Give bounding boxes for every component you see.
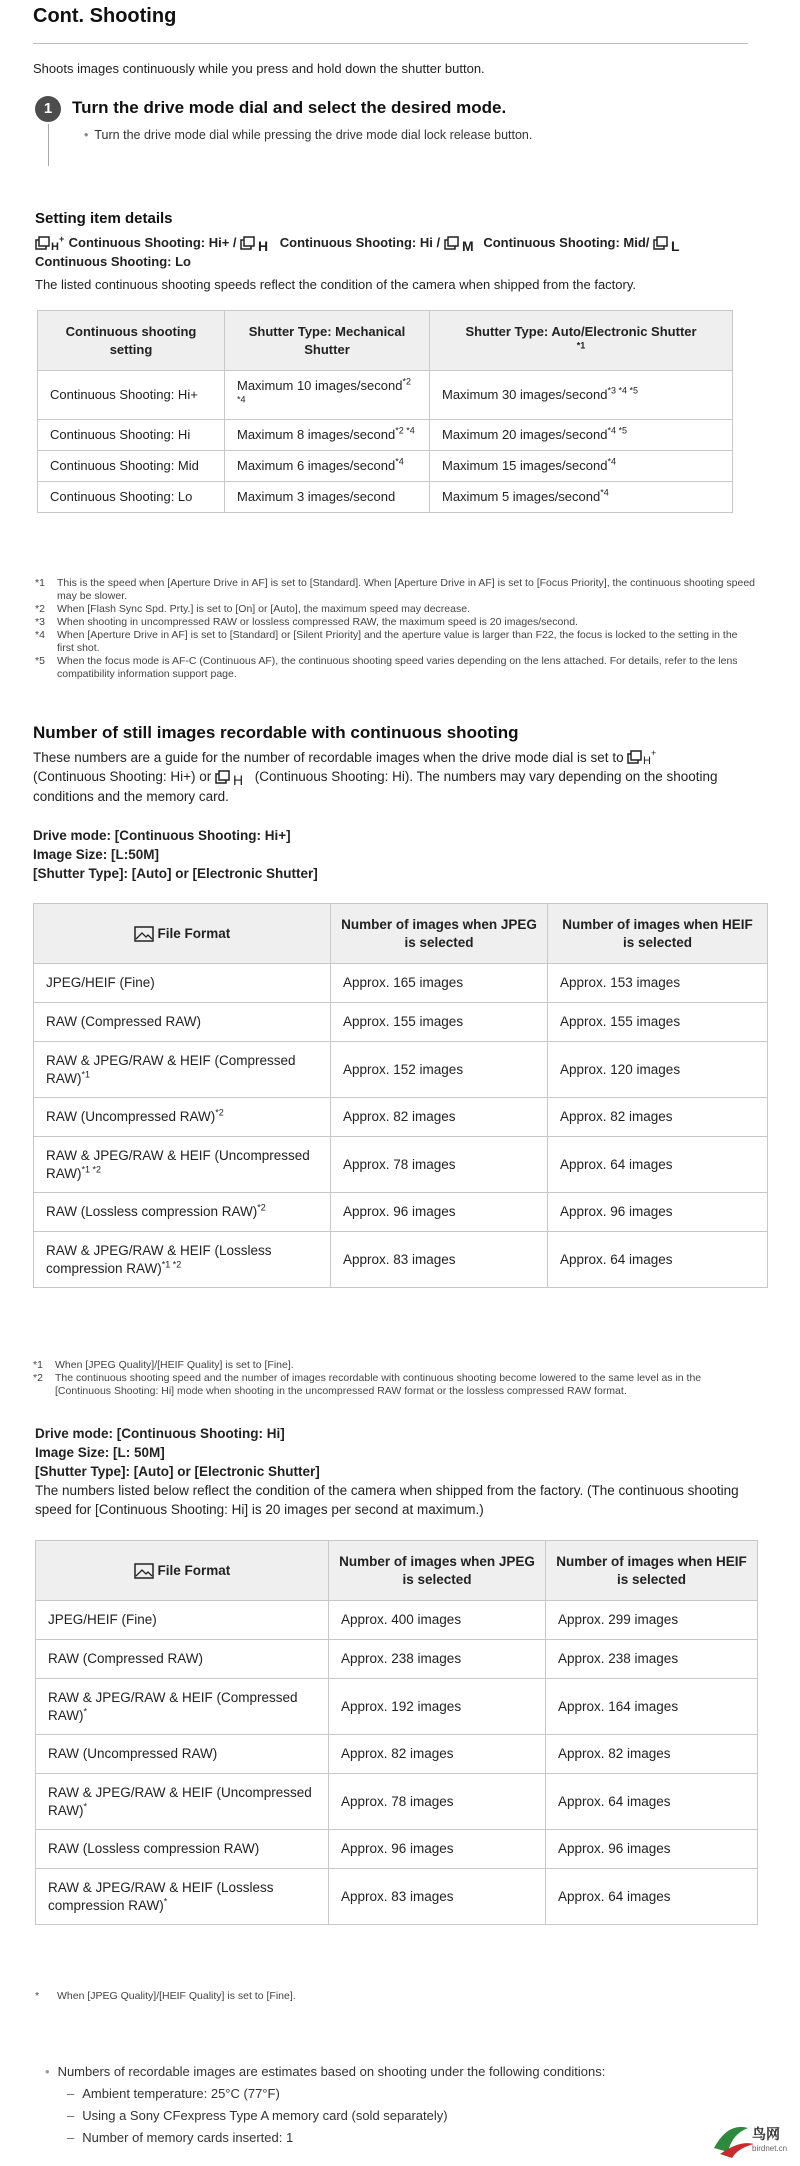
file-format-cell: RAW (Uncompressed RAW)$^{*2}$ [34, 1098, 331, 1137]
speed-elec: Maximum 15 images/second$^{*4}$ [430, 451, 733, 482]
cont-lo-icon [653, 235, 683, 253]
heif-count-cell: Approx. 299 images [546, 1601, 758, 1640]
speed-table [37, 310, 733, 513]
footnote: *4 When [Aperture Drive in AF] is set to [Standard] or [Silent Priority] and the aperture value is larger than F22, the focus is locked to the setting in the first shot. [35, 629, 738, 654]
svg-text:M: M [461, 237, 474, 253]
step-bullet: • Turn the drive mode dial while pressing the drive mode dial lock release button. [84, 128, 532, 142]
table-row [34, 1098, 768, 1137]
speed-elec: Maximum 5 images/second$^{*4}$ [430, 482, 733, 513]
jpeg-count-cell: Approx. 82 images [331, 1098, 548, 1137]
speed-mech: Maximum 6 images/second$^{*4}$ [225, 451, 430, 482]
svg-text:H: H [51, 240, 59, 253]
table-row [34, 964, 768, 1003]
svg-text:H: H [643, 755, 652, 768]
cont-hi-plus-icon [35, 235, 65, 253]
block1-footnotes [33, 1359, 755, 1398]
mode-hi-label: Continuous Shooting: Hi / [279, 235, 441, 250]
jpeg-count-cell: Approx. 78 images [329, 1774, 546, 1830]
file-format-cell: RAW (Lossless compression RAW)$^{*2}$ [34, 1193, 331, 1232]
table-row [36, 1830, 758, 1869]
table-row [34, 1193, 768, 1232]
table-row [36, 1869, 758, 1925]
file-format-cell: RAW (Lossless compression RAW) [36, 1830, 329, 1869]
image-icon [134, 926, 154, 942]
file-format-cell: RAW (Compressed RAW) [36, 1640, 329, 1679]
recordable-heading: Number of still images recordable with continuous shooting [33, 723, 519, 742]
watermark-name: 鸟网 [752, 2126, 780, 2142]
watermark-site: birdnet.cn [752, 2144, 788, 2153]
condition-item: – Using a Sony CFexpress Type A memory card (sold separately) [67, 2108, 448, 2123]
heif-count-header: Number of images when HEIF is selected [548, 904, 768, 964]
jpeg-count-header: Number of images when JPEG is selected [331, 904, 548, 964]
settings-note: The listed continuous shooting speeds reflect the condition of the camera when shipped from the factory. [35, 277, 636, 292]
heif-count-cell: Approx. 64 images [548, 1232, 768, 1288]
file-format-cell: RAW & JPEG/RAW & HEIF (Uncompressed RAW)* [36, 1774, 329, 1830]
heif-count-cell: Approx. 155 images [548, 1003, 768, 1042]
heif-count-cell: Approx. 64 images [548, 1137, 768, 1193]
heif-count-header: Number of images when HEIF is selected [546, 1541, 758, 1601]
file-format-header: File Format [36, 1541, 329, 1601]
speed-elec: Maximum 20 images/second$^{*4 *5}$ [430, 420, 733, 451]
speed-mode: Continuous Shooting: Hi [38, 420, 225, 451]
jpeg-count-cell: Approx. 83 images [329, 1869, 546, 1925]
step-connector [48, 124, 49, 166]
jpeg-count-cell: Approx. 155 images [331, 1003, 548, 1042]
table-row [36, 1774, 758, 1830]
step-number: 1 [35, 96, 61, 122]
step-title: Turn the drive mode dial and select the desired mode. [72, 98, 507, 117]
speed-header-mech: Shutter Type: Mechanical Shutter [225, 311, 430, 371]
file-format-cell: RAW & JPEG/RAW & HEIF (Lossless compression RAW)$^{*1 *2}$ [34, 1232, 331, 1288]
block2-size: Image Size: [L: 50M] [35, 1445, 165, 1460]
recordable-table-hi [35, 1540, 758, 1925]
title-divider [33, 43, 748, 44]
file-format-cell: RAW & JPEG/RAW & HEIF (Compressed RAW)* [36, 1679, 329, 1735]
svg-text:+: + [59, 234, 65, 244]
jpeg-count-cell: Approx. 165 images [331, 964, 548, 1003]
speed-mech: Maximum 10 images/second$^{*2 *4}$ [225, 371, 430, 420]
image-icon [134, 1563, 154, 1579]
recordable-intro-1: These numbers are a guide for the number of recordable images when the drive mode dial is set to [33, 750, 624, 765]
mode-list [35, 234, 755, 271]
speed-row [38, 451, 733, 482]
footnote: *2 When [Flash Sync Spd. Prty.] is set to [On] or [Auto], the maximum speed may decrease. [35, 603, 470, 615]
condition-item: – Number of memory cards inserted: 1 [67, 2130, 294, 2145]
footnote: *2 The continuous shooting speed and the number of images recordable with continuous shooting become lowered to the same level as in the [Continuous Shooting: Hi] mode when shooting in the uncompressed RAW format or the lossless compressed RAW format. [33, 1372, 702, 1397]
footnote: *1 This is the speed when [Aperture Drive in AF] is set to [Standard]. When [Aperture Drive in AF] is set to [Focus Priority], the continuous shooting speed may be slower. [35, 577, 756, 602]
block1-size: Image Size: [L:50M] [33, 847, 160, 862]
block2-note: The numbers listed below reflect the condition of the camera when shipped from the factory. (The continuous shooting speed for [Continuous Shooting: Hi] is 20 images per second at maximum.) [35, 1483, 739, 1517]
file-format-cell: RAW (Uncompressed RAW) [36, 1735, 329, 1774]
jpeg-count-cell: Approx. 96 images [329, 1830, 546, 1869]
svg-text:H: H [258, 237, 269, 253]
conditions [45, 2061, 605, 2149]
recordable-intro-3: (Continuous Shooting: Hi). The numbers may vary depending on the shooting [254, 769, 718, 785]
svg-text:L: L [671, 237, 680, 253]
jpeg-count-cell: Approx. 78 images [331, 1137, 548, 1193]
mode-hi-plus-label: Continuous Shooting: Hi+ / [68, 235, 237, 250]
file-format-cell: JPEG/HEIF (Fine) [36, 1601, 329, 1640]
heif-count-cell: Approx. 96 images [548, 1193, 768, 1232]
jpeg-count-cell: Approx. 82 images [329, 1735, 546, 1774]
jpeg-count-cell: Approx. 238 images [329, 1640, 546, 1679]
table-row [36, 1679, 758, 1735]
block2-shutter: [Shutter Type]: [Auto] or [Electronic Shutter] [35, 1464, 320, 1479]
speed-row [38, 420, 733, 451]
jpeg-count-cell: Approx. 83 images [331, 1232, 548, 1288]
file-format-cell: RAW (Compressed RAW) [34, 1003, 331, 1042]
file-format-cell: RAW & JPEG/RAW & HEIF (Uncompressed RAW)$^{*1 *2}$ [34, 1137, 331, 1193]
watermark-logo [710, 2110, 790, 2160]
speed-mode: Continuous Shooting: Hi+ [38, 371, 225, 420]
settings-footnotes [35, 577, 757, 681]
block2-drive: Drive mode: [Continuous Shooting: Hi] [35, 1426, 285, 1441]
footnote: *5 When the focus mode is AF-C (Continuous AF), the continuous shooting speed varies depending on the lens attached. For details, refer to the lens compatibility information support page. [35, 655, 738, 680]
mode-mid-label: Continuous Shooting: Mid/ [483, 235, 650, 250]
heif-count-cell: Approx. 64 images [546, 1774, 758, 1830]
file-format-header: File Format [34, 904, 331, 964]
settings-heading: Setting item details [35, 210, 173, 227]
cont-mid-icon [444, 235, 480, 253]
condition-item: – Ambient temperature: 25°C (77°F) [67, 2086, 280, 2101]
speed-row [38, 371, 733, 420]
table-row [34, 1232, 768, 1288]
page-title: Cont. Shooting [33, 5, 177, 27]
table-row [34, 1003, 768, 1042]
table-row [36, 1601, 758, 1640]
mode-lo-label: Continuous Shooting: Lo [35, 253, 191, 269]
file-format-cell: RAW & JPEG/RAW & HEIF (Compressed RAW)$^{*1}$ [34, 1042, 331, 1098]
speed-elec: Maximum 30 images/second$^{*3 *4 *5}$ [430, 371, 733, 420]
speed-mode: Continuous Shooting: Mid [38, 451, 225, 482]
recordable-intro-4: conditions and the memory card. [33, 788, 229, 804]
recordable-table-hi-plus [33, 903, 768, 1288]
cont-hi-icon [240, 235, 276, 253]
jpeg-count-header: Number of images when JPEG is selected [329, 1541, 546, 1601]
jpeg-count-cell: Approx. 96 images [331, 1193, 548, 1232]
heif-count-cell: Approx. 82 images [548, 1098, 768, 1137]
speed-row [38, 482, 733, 513]
block1-spec [33, 826, 318, 883]
recordable-intro [33, 748, 768, 806]
table-row [36, 1735, 758, 1774]
heif-count-cell: Approx. 82 images [546, 1735, 758, 1774]
heif-count-cell: Approx. 96 images [546, 1830, 758, 1869]
conditions-lead: • Numbers of recordable images are estimates based on shooting under the following conditions: [45, 2064, 606, 2079]
jpeg-count-cell: Approx. 192 images [329, 1679, 546, 1735]
intro-text: Shoots images continuously while you press and hold down the shutter button. [33, 61, 485, 76]
speed-header-setting: Continuous shooting setting [38, 311, 225, 371]
file-format-cell: JPEG/HEIF (Fine) [34, 964, 331, 1003]
jpeg-count-cell: Approx. 400 images [329, 1601, 546, 1640]
svg-text:H: H [233, 771, 244, 787]
block2-footnote: * When [JPEG Quality]/[HEIF Quality] is set to [Fine]. [35, 1990, 296, 2002]
heif-count-cell: Approx. 164 images [546, 1679, 758, 1735]
table-row [34, 1042, 768, 1098]
cont-hi-plus-icon [627, 749, 657, 767]
block1-shutter: [Shutter Type]: [Auto] or [Electronic Shutter] [33, 866, 318, 881]
svg-text:+: + [651, 749, 657, 759]
heif-count-cell: Approx. 120 images [548, 1042, 768, 1098]
footnote: *3 When shooting in uncompressed RAW or lossless compressed RAW, the maximum speed is 20 images/second. [35, 616, 578, 628]
footnote: *1 When [JPEG Quality]/[HEIF Quality] is set to [Fine]. [33, 1359, 294, 1371]
speed-mech: Maximum 8 images/second$^{*2 *4}$ [225, 420, 430, 451]
cont-hi-icon [215, 769, 251, 787]
block2-spec [35, 1424, 755, 1519]
table-row [36, 1640, 758, 1679]
table-row [34, 1137, 768, 1193]
speed-header-elec: Shutter Type: Auto/Electronic Shutter $^{*1}$ [430, 311, 733, 371]
recordable-intro-2: (Continuous Shooting: Hi+) or [33, 769, 212, 785]
heif-count-cell: Approx. 153 images [548, 964, 768, 1003]
jpeg-count-cell: Approx. 152 images [331, 1042, 548, 1098]
speed-mech: Maximum 3 images/second [225, 482, 430, 513]
heif-count-cell: Approx. 238 images [546, 1640, 758, 1679]
block1-drive: Drive mode: [Continuous Shooting: Hi+] [33, 828, 291, 843]
speed-mode: Continuous Shooting: Lo [38, 482, 225, 513]
file-format-cell: RAW & JPEG/RAW & HEIF (Lossless compression RAW)* [36, 1869, 329, 1925]
heif-count-cell: Approx. 64 images [546, 1869, 758, 1925]
